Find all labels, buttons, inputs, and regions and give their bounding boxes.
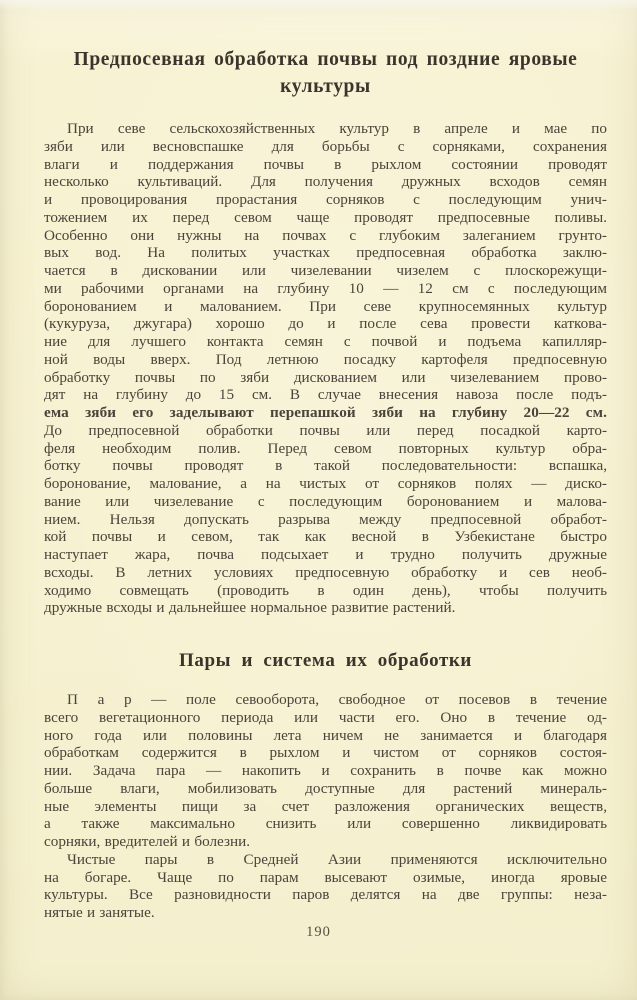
text-line: При севе сельскохозяйственных культур в апреле и мае по [67,120,607,137]
text-line: ного года или половины лета ничем не занимается и благодаря [44,726,607,744]
paragraph [44,691,607,851]
page-number: 190 [306,924,331,940]
section-heading-line: Предпосевная обработка почвы под поздние яровые [73,49,578,70]
section-heading-line: культуры [280,76,371,97]
paragraph [44,120,607,617]
text-sections [44,46,607,922]
text-line: нием. Нельзя допускать разрыва между предпосевной обработ- [44,510,607,528]
text-line: ние для лучшего контакта семян с почвой и подъема капилляр- [44,333,607,350]
text-line: (кукуруза, джугара) хорошо до и после сева провести каткова- [44,315,607,333]
text-line: всходы. В летних условиях предпосевную обработку и сев необ- [44,563,607,581]
text-line: нятые и занятые. [44,904,155,921]
text-line: влаги и поддержания почвы в рыхлом состоянии проводят [44,155,607,173]
text-line: дят на глубину до 15 см. В случае внесения навоза после подъ- [44,386,607,404]
text-line: несколько культиваций. Для получения дружных всходов семян [44,173,607,191]
text-line: на богаре. Чаще по парам высевают озимые, иногда яровые [44,868,607,886]
text-line: П а р — поле севооборота, свободное от посевов в течение [67,691,607,708]
text-line: боронованием и малованием. При севе крупносемянных культур [44,297,607,315]
text-line: феля необходим полив. Перед севом повторных культур обра- [44,439,607,457]
text-line: ема зяби его заделывают перепашкой зяби на глубину 20—22 см. [44,404,607,421]
paragraph [44,851,607,922]
text-line: культуры. Все разновидности паров делятся на две группы: неза- [44,886,607,904]
text-line: кой почвы и севом, так как весной в Узбекистане быстро [44,528,607,546]
text-line: дружные всходы и дальнейшее нормальное развитие растений. [44,599,456,617]
section-heading [44,46,607,100]
page-content [44,46,607,922]
text-line: а также максимально снизить или совершенно ликвидировать [44,815,607,833]
text-line: больше влаги, мобилизовать доступные для растений минераль- [44,779,607,797]
text-line: всего вегетационного периода или части его. Оно в течение од- [44,708,607,726]
section-heading [44,647,607,674]
text-line: ботку почвы проводят в такой последовательности: вспашка, [44,457,607,475]
text-line: ной воды вверх. Под летнюю посадку картофеля предпосевную [44,350,607,368]
text-line: ходимо совмещать (проводить в один день), чтобы получить [44,581,607,599]
text-line: сорняки, вредителей и болезни. [44,833,251,850]
text-line: наступает жара, почва подсыхает и трудно получить дружные [44,546,607,563]
text-line: чается в дисковании или чизелевании чизелем с плоскорежущи- [44,262,607,279]
text-line: боронование, малование, а на чистых от сорняков полях — диско- [44,475,607,492]
text-line: зяби или весновспашке для борьбы с сорняками, сохранения [44,137,607,155]
text-line: ми рабочими органами на глубину 10 — 12 см с последующим [44,279,607,297]
text-line: вание или чизелевание с последующим боронованием и малова- [44,492,607,510]
text-line: Чистые пары в Средней Азии применяются исключительно [67,850,607,868]
text-line: Особенно они нужны на почвах с глубоким залеганием грунто- [44,226,607,244]
text-line: обработкам содержится в рыхлом и чистом от сорняков состоя- [44,744,607,762]
text-line: До предпосевной обработки почвы или перед посадкой карто- [44,421,607,439]
text-line: ные элементы пищи за счет разложения органических веществ, [44,797,607,815]
text-line: тожением их перед севом чаще проводят предпосевные поливы. [44,208,607,226]
section-heading-line: Пары и система их обработки [179,650,472,671]
text-line: нии. Задача пара — накопить и сохранить в почве как можно [44,762,607,779]
text-line: и провоцирования прорастания сорняков с последующим унич- [44,191,607,208]
text-line: вых вод. На политых участках предпосевная обработка заклю- [44,244,607,262]
text-line: обработку почвы по зяби дискованием или чизелеванием прово- [44,368,607,386]
